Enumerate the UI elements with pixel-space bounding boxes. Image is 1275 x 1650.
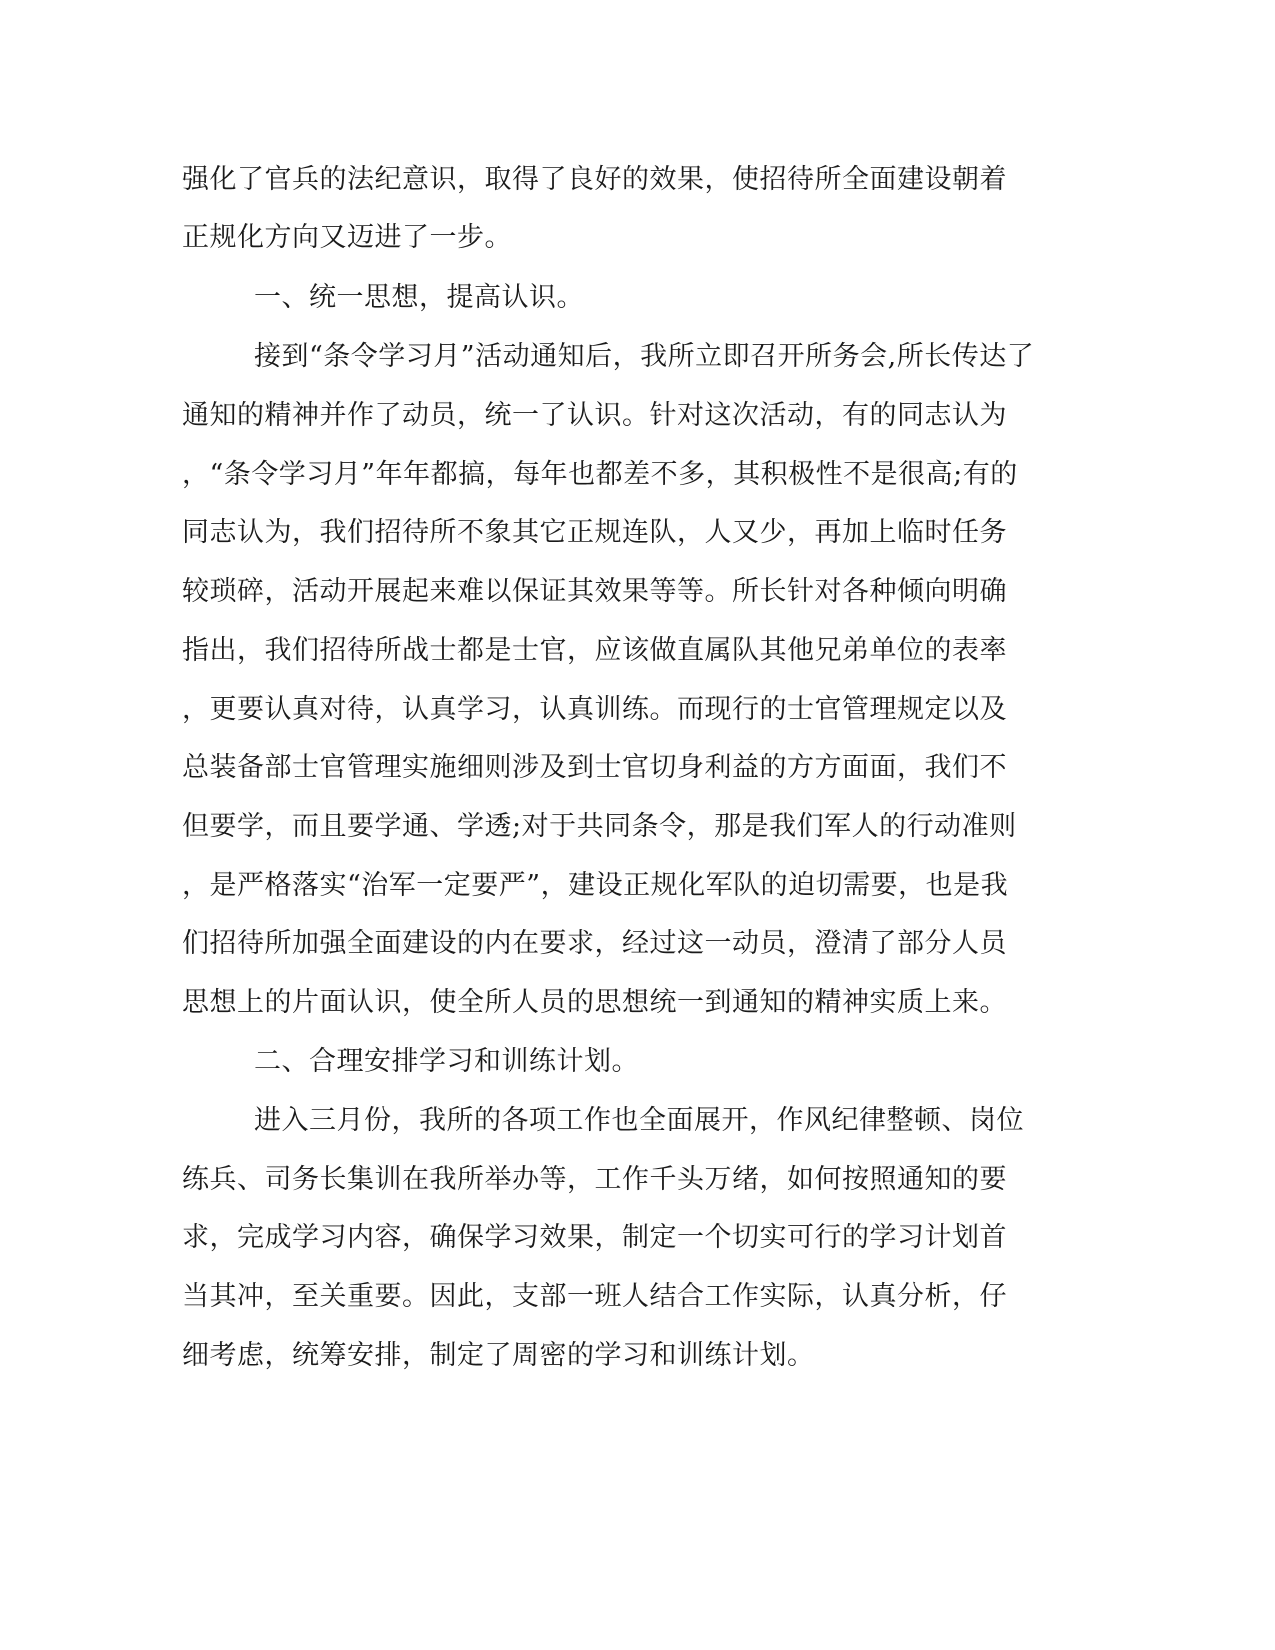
text-line: 思想上的片面认识，使全所人员的思想统一到通知的精神实质上来。: [182, 987, 1007, 1018]
text-line: ，“条令学习月”年年都搞，每年也都差不多，其积极性不是很高;有的: [182, 459, 1018, 490]
text-line: 细考虑，统筹安排，制定了周密的学习和训练计划。: [182, 1340, 815, 1371]
section-heading: 一、统一思想，提高认识。: [254, 282, 584, 313]
text-line: 同志认为，我们招待所不象其它正规连队，人又少，再加上临时任务: [182, 517, 1007, 548]
text-line: 强化了官兵的法纪意识，取得了良好的效果，使招待所全面建设朝着: [182, 164, 1007, 195]
text-line: 较琐碎，活动开展起来难以保证其效果等等。所长针对各种倾向明确: [182, 576, 1007, 607]
text-line: 但要学，而且要学通、学透;对于共同条令，那是我们军人的行动准则: [182, 811, 1017, 842]
text-line: ，更要认真对待，认真学习，认真训练。而现行的士官管理规定以及: [182, 694, 1007, 725]
text-line: 练兵、司务长集训在我所举办等，工作千头万绪，如何按照通知的要: [182, 1164, 1007, 1195]
text-line: 进入三月份，我所的各项工作也全面展开，作风纪律整顿、岗位: [254, 1105, 1024, 1136]
section-heading: 二、合理安排学习和训练计划。: [254, 1046, 639, 1077]
text-line: 们招待所加强全面建设的内在要求，经过这一动员，澄清了部分人员: [182, 928, 1007, 959]
text-line: 正规化方向又迈进了一步。: [182, 222, 512, 253]
text-line: 当其冲，至关重要。因此，支部一班人结合工作实际，认真分析，仔: [182, 1281, 1007, 1312]
text-line: 接到“条令学习月”活动通知后，我所立即召开所务会,所长传达了: [254, 341, 1035, 372]
text-line: 指出，我们招待所战士都是士官，应该做直属队其他兄弟单位的表率: [182, 635, 1007, 666]
text-line: 总装备部士官管理实施细则涉及到士官切身利益的方方面面，我们不: [182, 752, 1007, 783]
text-line: 通知的精神并作了动员，统一了认识。针对这次活动，有的同志认为: [182, 400, 1007, 431]
text-line: 求，完成学习内容，确保学习效果，制定一个切实可行的学习计划首: [182, 1222, 1007, 1253]
text-line: ，是严格落实“治军一定要严”，建设正规化军队的迫切需要，也是我: [182, 870, 1009, 901]
